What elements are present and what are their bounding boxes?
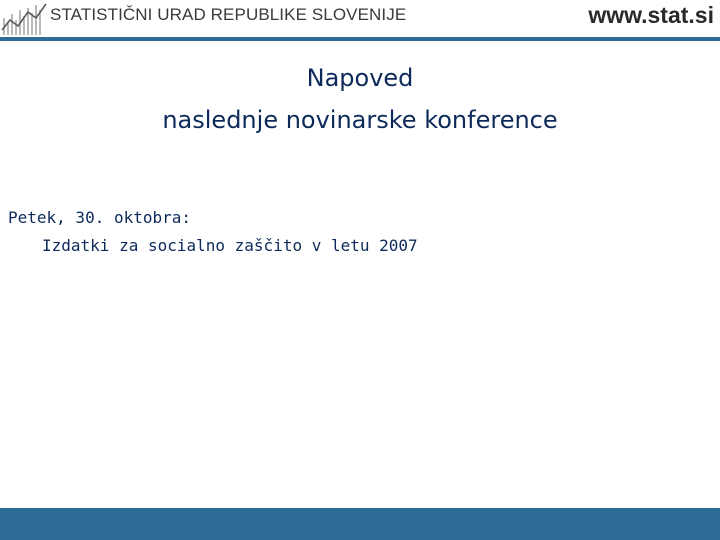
conference-date: Petek, 30. oktobra: xyxy=(8,208,192,227)
statistics-office-logo-icon xyxy=(0,0,48,40)
organization-name: STATISTIČNI URAD REPUBLIKE SLOVENIJE xyxy=(50,5,407,24)
page-title-line2: naslednje novinarske konference xyxy=(162,106,558,134)
page-title-line1: Napoved xyxy=(306,64,414,92)
header xyxy=(0,0,720,40)
header-divider xyxy=(0,37,720,41)
conference-topic: Izdatki za socialno zaščito v letu 2007 xyxy=(42,236,418,255)
footer-bar xyxy=(0,508,720,540)
site-url-link[interactable]: www.stat.si xyxy=(588,2,714,28)
